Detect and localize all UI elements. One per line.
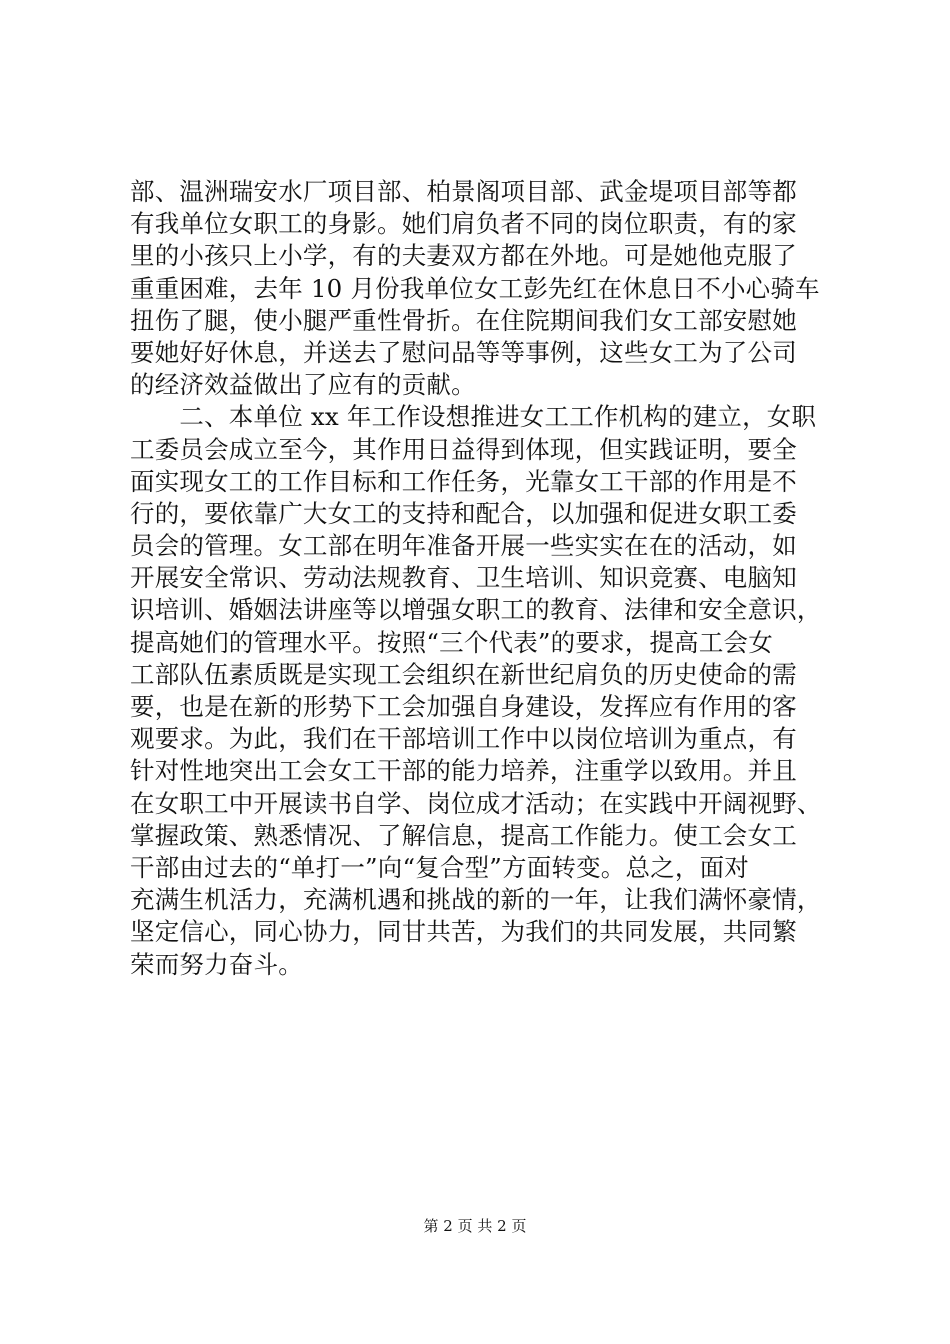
text-line: 要她好好休息，并送去了慰问品等等事例，这些女工为了公司 xyxy=(130,337,797,367)
page-number-label: 第 2 页 共 2 页 xyxy=(423,1217,527,1235)
document-body xyxy=(130,176,830,981)
text-line: 重重困难，去年 10 月份我单位女工彭先红在休息日不小心骑车 xyxy=(130,273,820,303)
text-line: 二、本单位 xx 年工作设想推进女工工作机构的建立，女职 xyxy=(130,402,817,432)
text-line: 扭伤了腿，使小腿严重性骨折。在住院期间我们女工部安慰她 xyxy=(130,305,797,335)
text-line: 提高她们的管理水平。按照“三个代表”的要求，提高工会女 xyxy=(130,627,773,657)
text-line: 针对性地突出工会女工干部的能力培养，注重学以致用。并且 xyxy=(130,756,797,786)
text-line: 员会的管理。女工部在明年准备开展一些实实在在的活动，如 xyxy=(130,531,797,561)
text-line: 里的小孩只上小学，有的夫妻双方都在外地。可是她他克服了 xyxy=(130,241,797,271)
text-line: 识培训、婚姻法讲座等以增强女职工的教育、法律和安全意识， xyxy=(130,595,822,625)
text-line: 开展安全常识、劳动法规教育、卫生培训、知识竞赛、电脑知 xyxy=(130,563,797,593)
text-line: 在女职工中开展读书自学、岗位成才活动；在实践中开阔视野、 xyxy=(130,788,822,818)
text-line: 荣而努力奋斗。 xyxy=(130,949,303,979)
text-line: 有我单位女职工的身影。她们肩负者不同的岗位职责，有的家 xyxy=(130,209,797,239)
text-line: 坚定信心，同心协力，同甘共苦，为我们的共同发展，共同繁 xyxy=(130,917,797,947)
text-line: 观要求。为此，我们在干部培训工作中以岗位培训为重点，有 xyxy=(130,724,797,754)
text-line: 掌握政策、熟悉情况、了解信息，提高工作能力。使工会女工 xyxy=(130,820,797,850)
text-line: 行的，要依靠广大女工的支持和配合，以加强和促进女职工委 xyxy=(130,498,797,528)
page-footer xyxy=(0,1216,950,1236)
text-line: 干部由过去的“单打一”向“复合型”方面转变。总之，面对 xyxy=(130,852,749,882)
text-line: 工委员会成立至今，其作用日益得到体现，但实践证明，要全 xyxy=(130,434,797,464)
text-line: 面实现女工的工作目标和工作任务，光靠女工干部的作用是不 xyxy=(130,466,797,496)
text-line: 要，也是在新的形势下工会加强自身建设，发挥应有作用的客 xyxy=(130,692,797,721)
text-line: 的经济效益做出了应有的贡献。 xyxy=(130,370,476,400)
text-line: 部、温洲瑞安水厂项目部、柏景阁项目部、武金堤项目部等都 xyxy=(130,177,797,206)
text-line: 充满生机活力，充满机遇和挑战的新的一年，让我们满怀豪情， xyxy=(130,885,822,915)
text-line: 工部队伍素质既是实现工会组织在新世纪肩负的历史使命的需 xyxy=(130,659,797,689)
